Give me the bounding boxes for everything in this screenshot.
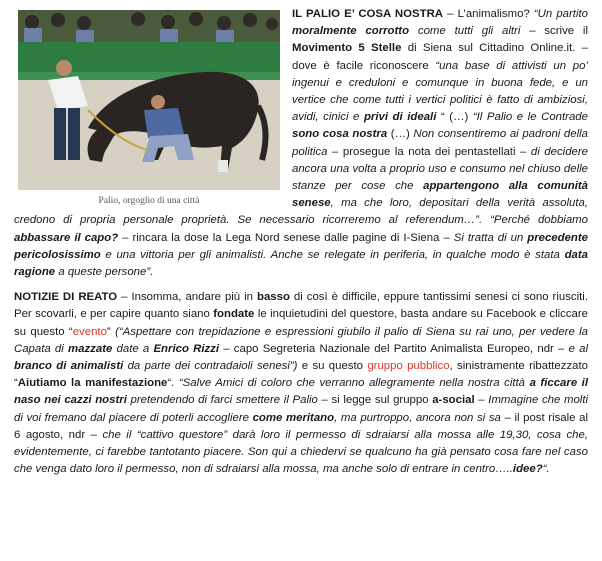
text: – Insomma, andare più in <box>117 291 257 304</box>
bold-text: basso <box>257 291 290 304</box>
section-heading-palio: IL PALIO E’ COSA NOSTRA <box>292 8 444 20</box>
quote: “Un partito <box>533 8 588 20</box>
quote: Immagine che molti di voi fremano dal piacere di poterli accogliere <box>14 394 589 424</box>
quote: pretendendo di farci smettere il Palio <box>126 394 318 407</box>
quote-bold: come meritano <box>252 411 335 424</box>
quote: e al <box>568 342 588 355</box>
quote: , ma che loro, depositari della verità assoluta, credono di propria personale proprietà. Se necessario ricorreremo al referendum…”. <box>14 197 588 227</box>
text: di Siena sul Cittadino Online.it. – dove è facile riconoscere <box>292 42 588 72</box>
quote-bold: sono cosa nostra <box>292 128 388 141</box>
text: – L’animalismo? <box>443 8 534 20</box>
evento-link[interactable]: evento <box>72 325 107 338</box>
quote-bold: a ficcare il naso nei cazzi nostri <box>14 377 589 407</box>
quote-bold: moralmente corrotto <box>292 25 410 38</box>
text: – <box>474 394 489 407</box>
gruppo-pubblico-link[interactable]: gruppo pubblico <box>367 360 450 373</box>
palio-photo <box>18 10 280 190</box>
quote: come tutti gli altri <box>409 25 521 38</box>
quote-bold: branco di animalisti <box>14 360 124 373</box>
bold-text: a-social <box>432 394 475 407</box>
quote-bold: precedente pericolosissimo <box>14 231 589 261</box>
quote: , ma purtroppo, ancora non si sa <box>334 411 501 424</box>
quote-bold: mazzate <box>68 342 113 355</box>
quote: e una vittoria per gli animalisti. Anche se relegate in periferia, in qualche modo è stata <box>100 248 565 261</box>
quote-bold: idee? <box>512 463 543 476</box>
text: – capo Segreteria Nazionale del Partito Animalista Europeo, ndr – <box>219 342 569 355</box>
text: – si legge sul gruppo <box>317 394 433 407</box>
quote: date a <box>112 342 154 355</box>
text: di così è difficile, eppure tantissimi senesi ci sono riusciti. Per scovarli, e per capire quanto siano <box>14 291 588 321</box>
quote: di decidere ancora una volta a proprio uso e consumo nel chiuso delle stanze per cose che <box>292 145 588 193</box>
quote: da parte dei contradaioli senesi”) <box>123 360 298 373</box>
quote: (“Aspettare con trepidazione e espressioni giubilo il palio di Siena su rai uno, per vedere la Capata di <box>14 325 588 355</box>
quote: “. <box>542 463 550 476</box>
quote-bold: privi di ideali <box>363 111 437 124</box>
quote: “Salve Amici di coloro che verranno allegramente nella nostra città <box>178 377 530 390</box>
quote: che il “cattivo questore” darà loro il permesso di sdraiarsi alla mossa alle 19,30, cosa che, evidentemente, ci farebbe tantotanto piacere. Son qui a chiedervi se qualcuno ha già pensato cosa fare nel caso che venga dato loro il permesso, non di sdraiarsi alla mossa, ma anche solo di entrare in centro….. <box>14 428 588 476</box>
bold-text: fondate <box>213 308 255 321</box>
quote-bold: abbassare il capo? <box>14 231 119 244</box>
article-figure <box>18 10 280 206</box>
palio-photo-illustration <box>18 10 280 190</box>
quote-bold: appartengono alla comunità senese <box>292 180 588 210</box>
bold-text: Aiutiamo la manifestazione <box>17 377 168 390</box>
quote: “Il Palio e le Contrade <box>472 111 588 124</box>
text: , sinistramente ribattezzato “ <box>14 360 588 390</box>
text: – il post risale al 6 agosto, ndr – <box>14 411 588 441</box>
quote: a queste persone”. <box>55 266 154 279</box>
quote: “Perché dobbiamo <box>482 214 588 227</box>
section-heading-notizie: NOTIZIE DI REATO <box>14 291 118 304</box>
quote: Non consentiremo ai padroni della politica <box>292 128 588 158</box>
quote: “una base di attivisti un po’ ingenui e creduloni e comunque in buona fede, e un vertice che come tutti i vertici politici è fatto di ambiziosi, avidi, cinici e <box>292 59 588 124</box>
text: “. <box>167 377 179 390</box>
quote-bold: data ragione <box>14 248 588 279</box>
text: (…) <box>387 128 414 141</box>
quote-bold: Enrico Rizzi <box>153 342 220 355</box>
text: le inquietudini del questore, basta andare su Facebook e cliccare su questo “ <box>14 308 589 338</box>
text: – rincara la dose la Lega Nord senese dalle pagine di I-Siena – <box>118 231 454 244</box>
text: e su questo <box>297 360 368 373</box>
quote: Si tratta di un <box>453 231 528 244</box>
movimento-5-stelle: Movimento 5 Stelle <box>292 42 402 55</box>
text: – prosegue la nota dei pentastellati – <box>327 145 531 158</box>
photo-caption: Palio, orgoglio di una città <box>98 196 200 206</box>
text: (…) <box>444 111 473 124</box>
text: “ <box>436 111 445 124</box>
text: ” <box>106 325 116 338</box>
paragraph-notizie <box>14 289 588 478</box>
text: – scrive il <box>520 25 588 38</box>
